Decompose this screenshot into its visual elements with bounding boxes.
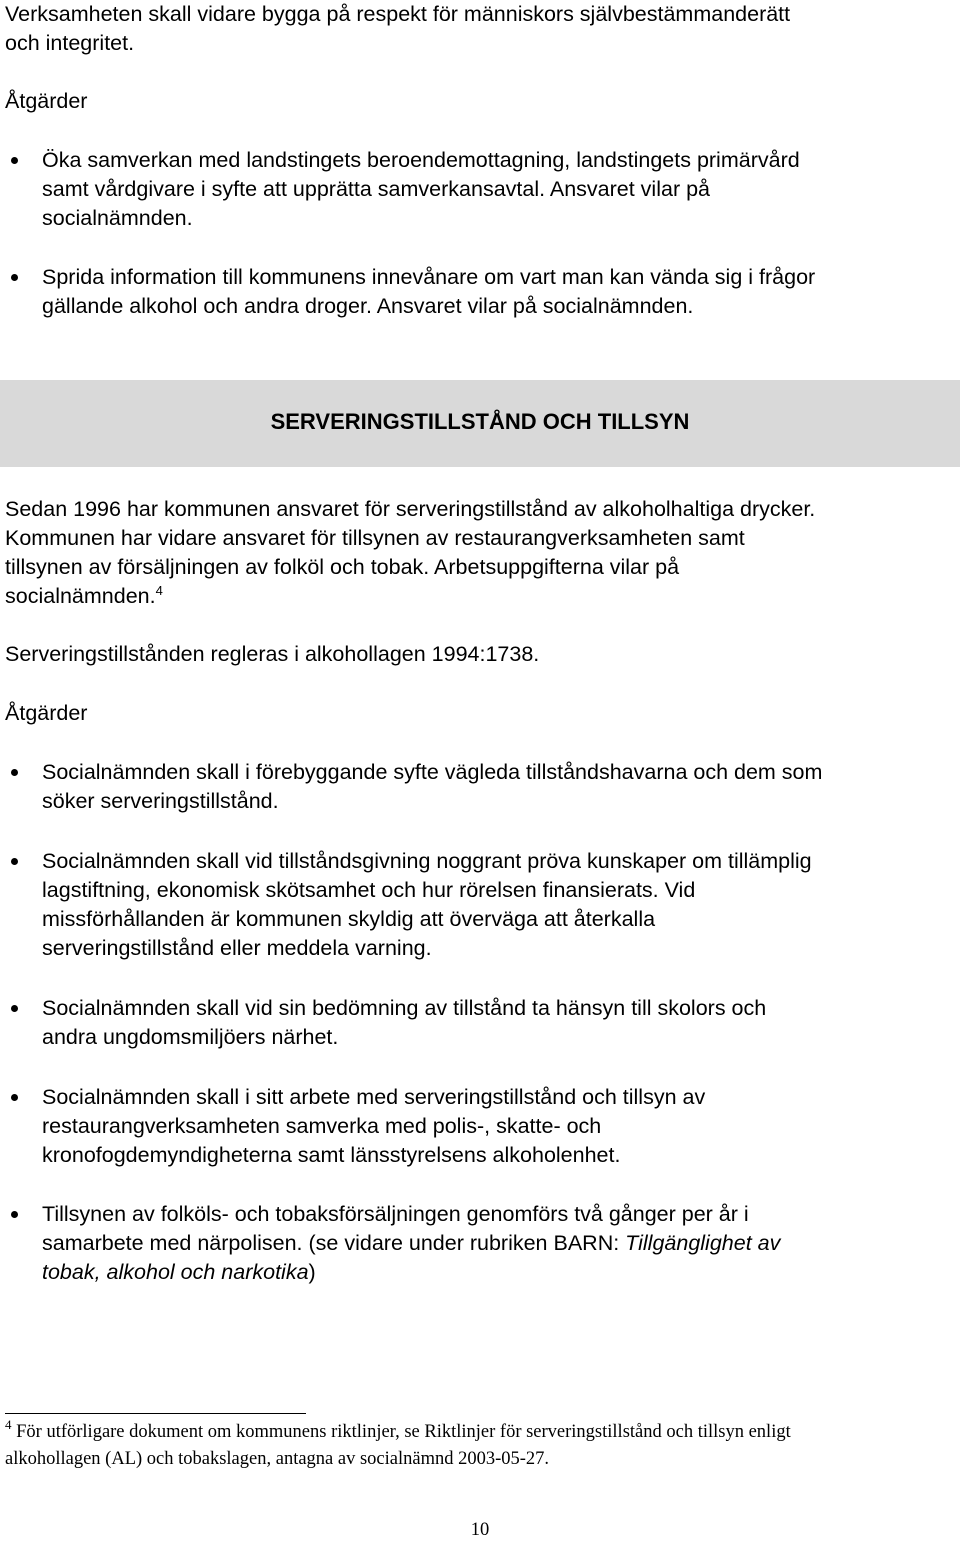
list-item-line: Socialnämnden skall i sitt arbete med serveringstillstånd och tillsyn av xyxy=(42,1085,706,1109)
bullet-icon xyxy=(11,274,18,281)
list-item-line: andra ungdomsmiljöers närhet. xyxy=(42,1025,339,1049)
bullet-icon xyxy=(11,858,18,865)
paragraph-text: socialnämnden. xyxy=(5,584,156,608)
footnote-number: 4 xyxy=(5,1417,12,1432)
footnote-reference[interactable]: 4 xyxy=(155,583,163,598)
paragraph-line: Kommunen har vidare ansvaret för tillsynen av restaurangverksamheten samt xyxy=(5,526,745,550)
italic-reference: Tillgänglighet av xyxy=(625,1231,781,1255)
italic-reference: tobak, alkohol och narkotika xyxy=(42,1260,309,1284)
list-item-line: serveringstillstånd eller meddela varning. xyxy=(42,936,432,960)
list-item-text: samarbete med närpolisen. (se vidare under rubriken BARN: xyxy=(42,1231,626,1255)
list-item-line: samt vårdgivare i syfte att upprätta samverkansavtal. Ansvaret vilar på xyxy=(42,177,710,201)
bullet-icon xyxy=(11,1005,18,1012)
footnote-line: alkohollagen (AL) och tobakslagen, antagna av socialnämnd 2003-05-27. xyxy=(5,1449,550,1469)
list-item-line xyxy=(42,1229,780,1258)
footnote-divider xyxy=(5,1413,306,1414)
paragraph-line: Serveringstillstånden regleras i alkohollagen 1994:1738. xyxy=(5,642,540,666)
section-heading-atgarder: Åtgärder xyxy=(5,89,88,113)
list-item-line: lagstiftning, ekonomisk skötsamhet och hur rörelsen finansierats. Vid xyxy=(42,878,696,902)
footnote-line xyxy=(5,1419,791,1446)
intro-line: och integritet. xyxy=(5,31,135,55)
list-item-text: ) xyxy=(308,1260,316,1284)
paragraph-line: tillsynen av försäljningen av folköl och tobak. Arbetsuppgifterna vilar på xyxy=(5,555,680,579)
list-item-line xyxy=(42,1258,316,1287)
list-item-line: Socialnämnden skall vid tillståndsgivning noggrant pröva kunskaper om tillämplig xyxy=(42,849,812,873)
list-item-line: Socialnämnden skall i förebyggande syfte vägleda tillståndshavarna och dem som xyxy=(42,760,823,784)
list-item-line: Öka samverkan med landstingets beroendemottagning, landstingets primärvård xyxy=(42,148,800,172)
bullet-icon xyxy=(11,1211,18,1218)
page-number: 10 xyxy=(470,1520,490,1540)
bullet-icon xyxy=(11,157,18,164)
list-item-line: Sprida information till kommunens innevånare om vart man kan vända sig i frågor xyxy=(42,265,816,289)
paragraph-line xyxy=(5,582,163,611)
list-item-line: söker serveringstillstånd. xyxy=(42,789,279,813)
list-item-line: missförhållanden är kommunen skyldig att överväga att återkalla xyxy=(42,907,656,931)
list-item-line: kronofogdemyndigheterna samt länsstyrelsens alkoholenhet. xyxy=(42,1143,621,1167)
list-item-line: restaurangverksamheten samverka med polis-, skatte- och xyxy=(42,1114,602,1138)
list-item-line: Tillsynen av folköls- och tobaksförsäljningen genomförs två gånger per år i xyxy=(42,1202,749,1226)
list-item-line: gällande alkohol och andra droger. Ansvaret vilar på socialnämnden. xyxy=(42,294,694,318)
paragraph-line: Sedan 1996 har kommunen ansvaret för serveringstillstånd av alkoholhaltiga drycker. xyxy=(5,497,816,521)
bullet-icon xyxy=(11,769,18,776)
bullet-icon xyxy=(11,1094,18,1101)
list-item-line: socialnämnden. xyxy=(42,206,193,230)
list-item-line: Socialnämnden skall vid sin bedömning av tillstånd ta hänsyn till skolors och xyxy=(42,996,767,1020)
section-title: SERVERINGSTILLSTÅND OCH TILLSYN xyxy=(270,409,690,434)
section-heading-atgarder: Åtgärder xyxy=(5,701,88,725)
intro-line: Verksamheten skall vidare bygga på respekt för människors självbestämmanderätt xyxy=(5,2,791,26)
footnote-text: För utförligare dokument om kommunens riktlinjer, se Riktlinjer för serveringstillstånd och tillsyn enligt xyxy=(11,1422,791,1442)
